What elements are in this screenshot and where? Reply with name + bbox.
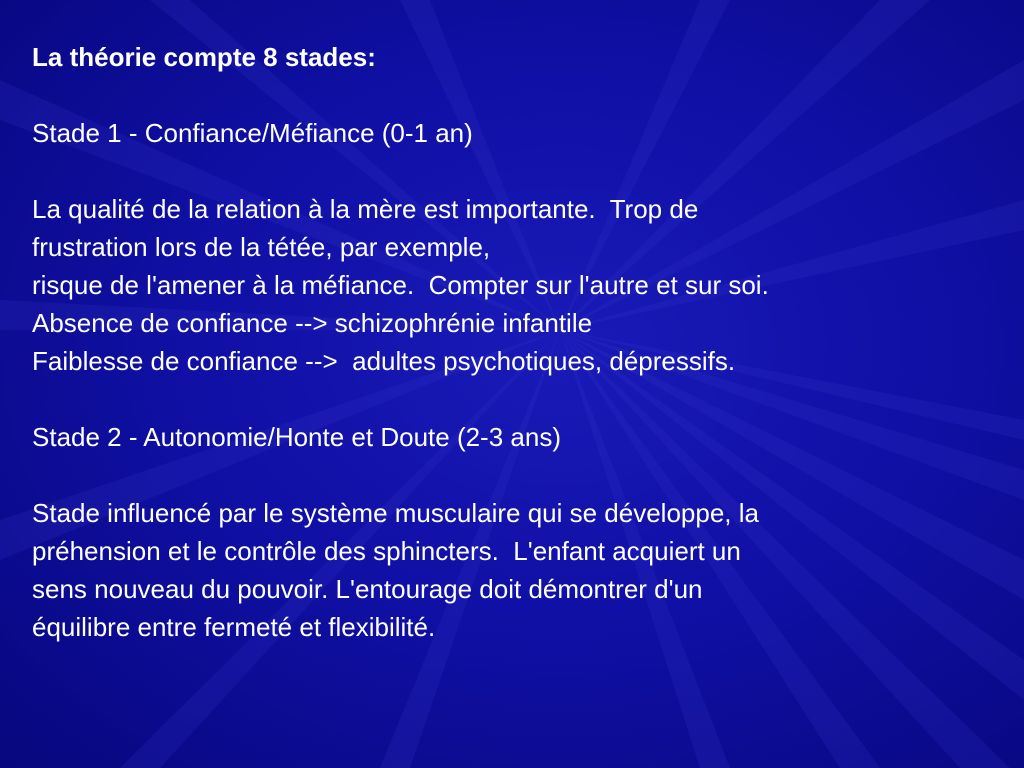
stage2-title: Stade 2 - Autonomie/Honte et Doute (2-3 ans) bbox=[32, 422, 561, 452]
slide-heading: La théorie compte 8 stades: bbox=[32, 42, 376, 72]
stage2-line: préhension et le contrôle des sphincters. L'enfant acquiert un bbox=[32, 536, 741, 566]
spacer bbox=[32, 76, 1012, 114]
spacer bbox=[32, 456, 1012, 494]
stage2-line: équilibre entre fermeté et flexibilité. bbox=[32, 612, 436, 642]
stage1-line: risque de l'amener à la méfiance. Compter sur l'autre et sur soi. bbox=[32, 270, 769, 300]
spacer bbox=[32, 152, 1012, 190]
slide-body bbox=[32, 38, 1012, 646]
stage2-line: sens nouveau du pouvoir. L'entourage doit démontrer d'un bbox=[32, 574, 703, 604]
stage1-line: Faiblesse de confiance --> adultes psychotiques, dépressifs. bbox=[32, 346, 736, 376]
stage1-line: La qualité de la relation à la mère est importante. Trop de bbox=[32, 194, 699, 224]
stage2-line: Stade influencé par le système musculaire qui se développe, la bbox=[32, 498, 759, 528]
stage1-line: Absence de confiance --> schizophrénie infantile bbox=[32, 308, 593, 338]
spacer bbox=[32, 380, 1012, 418]
stage1-title: Stade 1 - Confiance/Méfiance (0-1 an) bbox=[32, 118, 473, 148]
stage1-line: frustration lors de la tétée, par exemple, bbox=[32, 232, 491, 262]
